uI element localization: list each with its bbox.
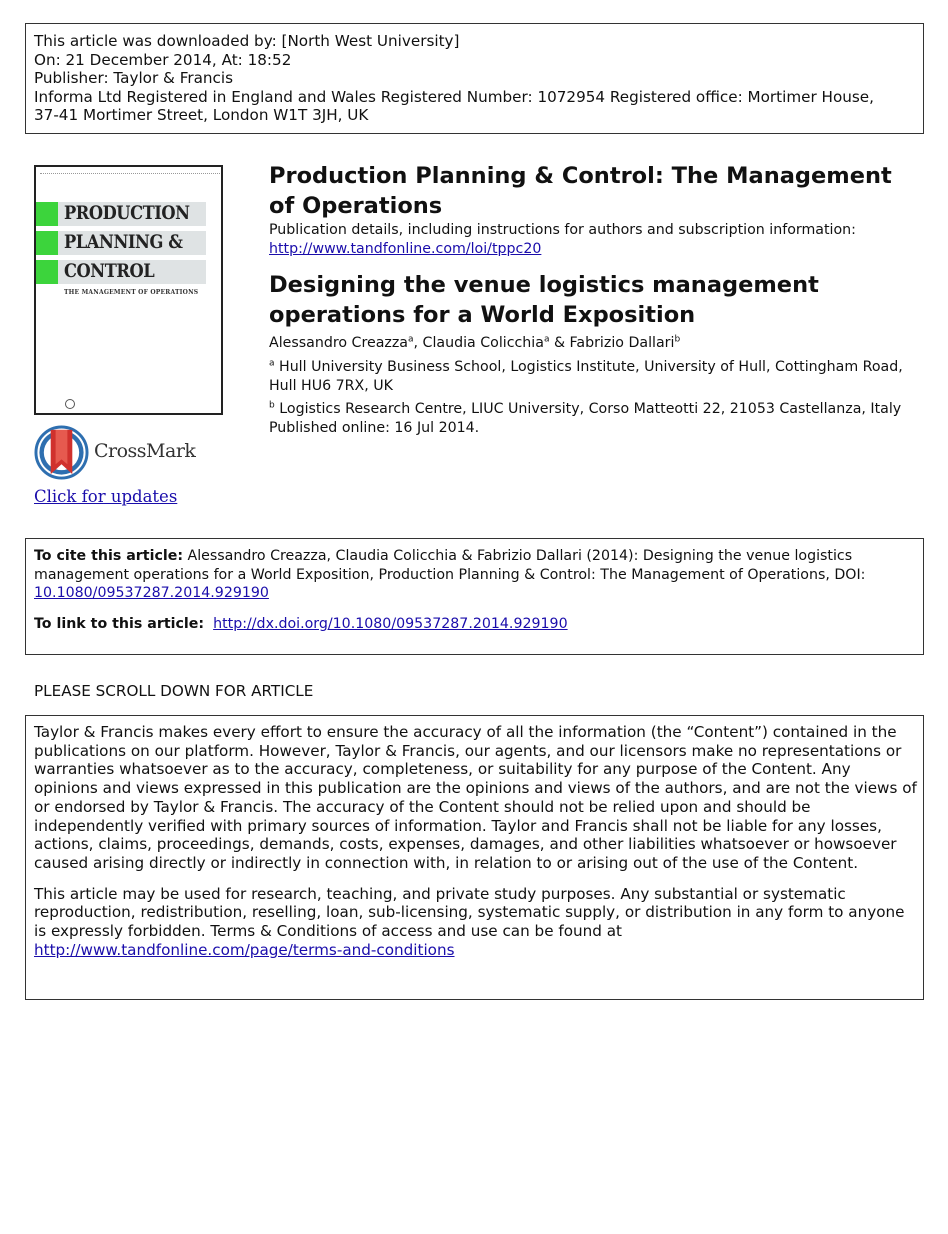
cite-label: To cite this article: — [34, 548, 184, 564]
article-title: Designing the venue logistics management operations for a World Exposition — [269, 272, 819, 328]
publication-details — [269, 221, 856, 258]
cover-subtitle: THE MANAGEMENT OF OPERATIONS — [64, 289, 199, 296]
citation-text: Alessandro Creazza, Claudia Colicchia & Fabrizio Dallari (2014): Designing the venue logistics management operations for a World Exposition, Production Planning & Control: The Management of Operations, DOI: — [34, 548, 866, 583]
author-separator: & — [549, 335, 570, 351]
cover-title-line-2: PLANNING & — [64, 232, 183, 253]
download-date-line: On: 21 December 2014, At: 18:52 — [34, 50, 292, 69]
affiliation-b — [269, 400, 901, 419]
journal-title: Production Planning & Control: The Management of Operations — [269, 163, 892, 219]
terms-text: This article may be used for research, teaching, and private study purposes. Any substantial or systematic reproduction, redistribution, reselling, loan, sub-licensing, systematic supply, or distribution in any form to anyone is expressly forbidden. Terms & Conditions of access and use can be found at — [34, 884, 905, 941]
article-link-row — [34, 615, 913, 634]
disclaimer-paragraph: Taylor & Francis makes every effort to ensure the accuracy of all the information (the “Content”) contained in the publications on our platform. However, Taylor & Francis, our agents, and our licensors make no representations or warranties whatsoever as to the accuracy, completeness, or suitability for any purpose of the Content. Any opinions and views expressed in this publication are the opinions and views of the authors, and are not the views of or endorsed by Taylor & Francis. The accuracy of the Content should not be relied upon and should be independently verified with primary sources of information. Taylor and Francis shall not be liable for any losses, actions, claims, proceedings, demands, costs, expenses, damages, and other liabilities whatsoever or howsoever caused arising directly or indirectly in connection with, in relation to or arising out of the use of the Content. — [34, 723, 917, 872]
registration-line: Informa Ltd Registered in England and Wales Registered Number: 1072954 Registered office: Mortimer House, — [34, 87, 874, 106]
publisher-line: Publisher: Taylor & Francis — [34, 69, 233, 88]
affiliation-mark: a — [269, 358, 275, 369]
crossmark-badge[interactable] — [34, 425, 194, 481]
author-affiliation-mark: a — [408, 334, 414, 345]
author-separator: , — [413, 335, 423, 351]
disclaimer-box — [25, 715, 924, 1000]
link-label: To link to this article: — [34, 615, 205, 632]
journal-url-link[interactable]: http://www.tandfonline.com/loi/tppc20 — [269, 240, 542, 257]
citation-paragraph — [34, 547, 913, 603]
terms-paragraph — [34, 885, 917, 960]
author-affiliation-mark: a — [543, 334, 550, 345]
journal-cover-image — [34, 165, 223, 415]
author-affiliation-mark: b — [674, 334, 681, 345]
cover-top-rule — [40, 173, 220, 178]
crossmark-label: CrossMark — [94, 440, 196, 462]
cover-title-line-1: PRODUCTION — [64, 203, 190, 224]
click-for-updates-link[interactable]: Click for updates — [34, 487, 178, 506]
article-doi-url-link[interactable]: http://dx.doi.org/10.1080/09537287.2014.929190 — [213, 615, 568, 632]
office-address-line: 37-41 Mortimer Street, London W1T 3JH, UK — [34, 106, 369, 125]
author-name: Fabrizio Dallari — [569, 335, 675, 351]
publisher-logo-icon — [65, 399, 75, 409]
publication-details-text: Publication details, including instructions for authors and subscription information: — [269, 222, 856, 238]
author-list — [269, 334, 680, 353]
doi-link[interactable]: 10.1080/09537287.2014.929190 — [34, 585, 269, 602]
download-info-line: This article was downloaded by: [North West University] — [34, 32, 460, 50]
affiliation-mark: b — [269, 400, 275, 411]
affiliation-text: Logistics Research Centre, LIUC University, Corso Matteotti 22, 21053 Castellanza, Italy — [274, 401, 902, 417]
crossmark-icon — [34, 425, 89, 480]
scroll-down-notice: PLEASE SCROLL DOWN FOR ARTICLE — [34, 682, 314, 700]
author-name: Claudia Colicchia — [422, 335, 544, 351]
download-info-box — [25, 23, 924, 134]
citation-box — [25, 538, 924, 655]
affiliation-text: Hull University Business School, Logistics Institute, University of Hull, Cottingham Road, Hull HU6 7RX, UK — [269, 359, 903, 394]
author-name: Alessandro Creazza — [269, 335, 408, 351]
published-online-date: Published online: 16 Jul 2014. — [269, 420, 480, 436]
cover-title-line-3: CONTROL — [64, 261, 155, 282]
terms-conditions-link[interactable]: http://www.tandfonline.com/page/terms-and-conditions — [34, 940, 455, 959]
affiliation-a — [269, 358, 919, 395]
